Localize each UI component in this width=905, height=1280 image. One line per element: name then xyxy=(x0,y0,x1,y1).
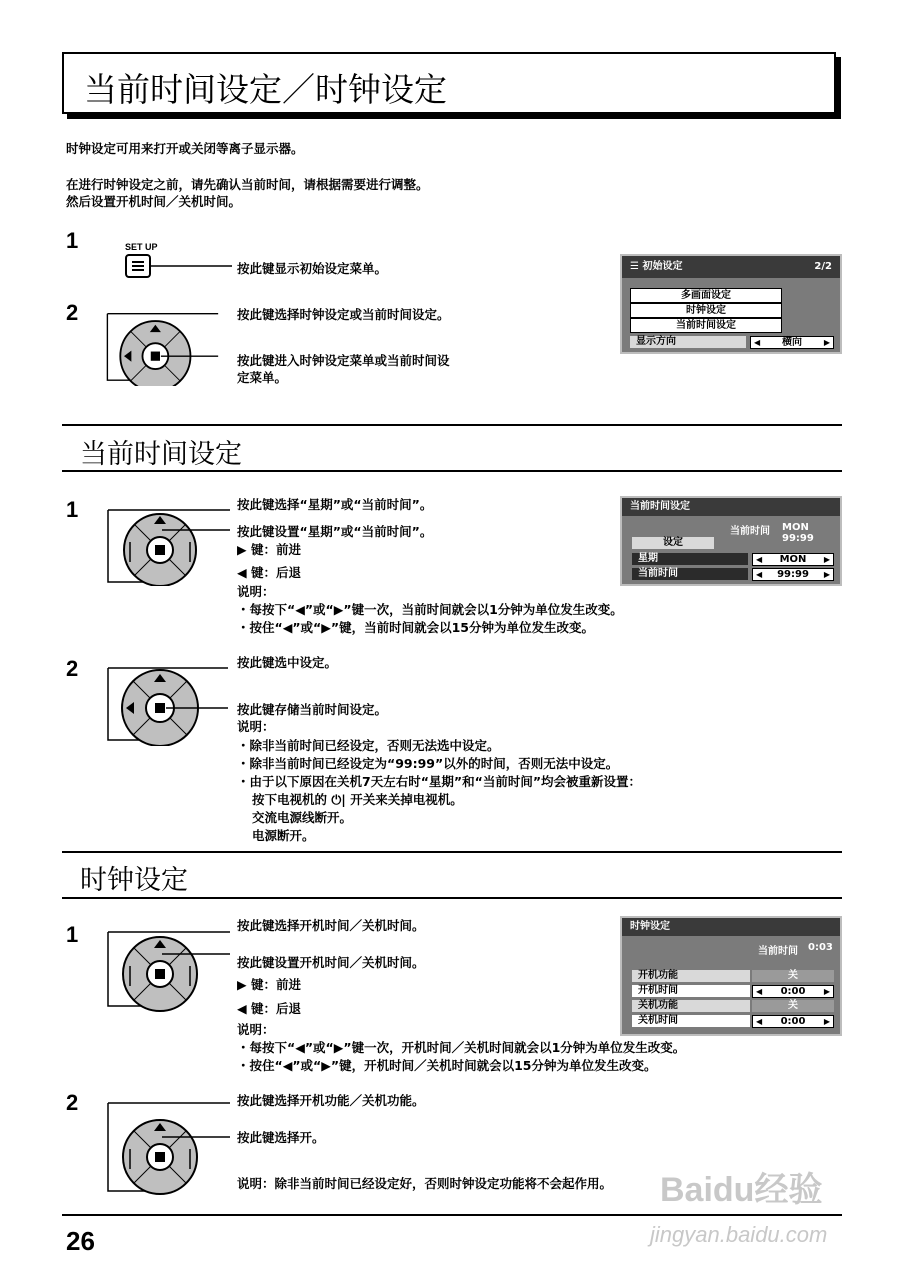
note-label: 说明： xyxy=(237,1022,275,1037)
setup-button-icon xyxy=(120,252,240,282)
page-number: 26 xyxy=(66,1226,95,1256)
note-bullet: ・除非当前时间已经设定，否则无法选中设定。 xyxy=(237,738,500,753)
baidu-watermark-logo: Baidu经验 xyxy=(660,1171,823,1209)
note-label: 说明： xyxy=(237,584,275,599)
power-symbol-icon: ⏻| xyxy=(331,792,346,807)
osd-row-label: 显示方向 xyxy=(630,336,746,348)
osd-orientation-selector[interactable]: ◀ 横向 ▶ xyxy=(750,336,834,349)
osd-clock-settings-menu xyxy=(620,916,842,1036)
section-divider xyxy=(62,851,842,853)
step-text: 按此键选择“星期”或“当前时间”。 xyxy=(237,497,433,512)
intro-line-2: 在进行时钟设定之前，请先确认当前时间，请根据需要进行调整。 xyxy=(66,177,429,192)
page-title-box xyxy=(62,52,836,114)
osd-row-label: 开机时间 xyxy=(632,985,750,997)
osd-current-time-label: 当前时间 xyxy=(758,946,798,957)
dpad-updown-leftright-icon xyxy=(100,924,232,1012)
footer-divider xyxy=(62,1214,842,1216)
osd-time-selector[interactable]: ◀ 99:99 ▶ xyxy=(752,568,834,581)
page-title: 当前时间设定／时钟设定 xyxy=(84,70,447,109)
step-number: 1 xyxy=(66,228,79,253)
step-text: 按此键选择开机时间／关机时间。 xyxy=(237,918,425,933)
osd-power-on-time-selector[interactable]: ◀ 0:00 ▶ xyxy=(752,985,834,998)
step-number: 2 xyxy=(66,300,79,325)
osd-item-current-time[interactable]: 当前时间设定 xyxy=(630,318,782,333)
step-text: 按此键选择开机功能／关机功能。 xyxy=(237,1093,425,1108)
osd-row-label: 星期 xyxy=(632,553,748,565)
step-number: 2 xyxy=(66,1090,79,1115)
osd-item-clock[interactable]: 时钟设定 xyxy=(630,303,782,318)
osd-initial-setup-menu xyxy=(620,254,842,354)
section-divider xyxy=(62,897,842,899)
osd-title: 当前时间设定 xyxy=(622,498,840,516)
step-text: 按此键显示初始设定菜单。 xyxy=(237,261,388,276)
step-text: 定菜单。 xyxy=(237,370,288,385)
osd-page: 2/2 xyxy=(814,261,832,272)
note-text: 说明：除非当前时间已经设定好，否则时钟设定功能将不会起作用。 xyxy=(237,1176,613,1191)
section-divider xyxy=(62,470,842,472)
dpad-enter-icon xyxy=(100,306,220,386)
osd-title: 初始设定 xyxy=(642,261,683,272)
step-number: 1 xyxy=(66,497,79,522)
osd-current-time-value: MON 99:99 xyxy=(782,522,814,544)
dpad-updown-leftright-icon xyxy=(100,502,232,586)
step-text: 按此键选中设定。 xyxy=(237,655,338,670)
osd-current-time-label: 当前时间 xyxy=(730,526,770,537)
osd-row-label: 关机时间 xyxy=(632,1015,750,1027)
note-sub-item: 交流电源线断开。 xyxy=(252,810,353,825)
osd-current-time-value: 0:03 xyxy=(808,942,833,953)
note-bullet: ・按住“◀”或“▶”键，开机时间／关机时间就会以15分钟为单位发生改变。 xyxy=(237,1058,657,1073)
osd-row-label: 开机功能 xyxy=(632,970,750,982)
note-bullet: ・由于以下原因在关机7天左右时“星期”和“当前时间”均会被重新设置： xyxy=(237,774,642,789)
step-text: 按此键进入时钟设定菜单或当前时间设 xyxy=(237,353,450,368)
osd-item-multiscreen[interactable]: 多画面设定 xyxy=(630,288,782,303)
osd-current-time-menu xyxy=(620,496,842,586)
section-heading: 时钟设定 xyxy=(80,865,188,896)
osd-power-off-time-selector[interactable]: ◀ 0:00 ▶ xyxy=(752,1015,834,1028)
step-text: 按此键设置开机时间／关机时间。 xyxy=(237,955,425,970)
step-text: 按此键设置“星期”或“当前时间”。 xyxy=(237,524,433,539)
note-bullet: ・按住“◀”或“▶”键，当前时间就会以15分钟为单位发生改变。 xyxy=(237,620,594,635)
intro-line-1: 时钟设定可用来打开或关闭等离子显示器。 xyxy=(66,141,304,156)
setup-key-label: SET UP xyxy=(125,242,158,252)
step-text: 按此键存储当前时间设定。 xyxy=(237,702,388,717)
back-key-text: ◀ 键：后退 xyxy=(237,1001,301,1016)
step-number: 1 xyxy=(66,922,79,947)
section-heading: 当前时间设定 xyxy=(80,439,242,470)
intro-line-3: 然后设置开机时间／关机时间。 xyxy=(66,194,242,209)
note-bullet: ・每按下“◀”或“▶”键一次，开机时间／关机时间就会以1分钟为单位发生改变。 xyxy=(237,1040,686,1055)
forward-key-text: ▶ 键：前进 xyxy=(237,977,301,992)
step-number: 2 xyxy=(66,656,79,681)
note-bullet: ・除非当前时间已经设定为“99:99”以外的时间，否则无法中设定。 xyxy=(237,756,619,771)
back-key-text: ◀ 键：后退 xyxy=(237,565,301,580)
osd-set-button[interactable]: 设定 xyxy=(632,537,714,549)
osd-header xyxy=(622,256,840,278)
osd-row-label: 关机功能 xyxy=(632,1000,750,1012)
note-sub-item: 电源断开。 xyxy=(252,828,315,843)
note-bullet: ・每按下“◀”或“▶”键一次，当前时间就会以1分钟为单位发生改变。 xyxy=(237,602,623,617)
step-text: 按此键选择开。 xyxy=(237,1130,325,1145)
dpad-updown-leftright-icon xyxy=(100,1095,232,1205)
forward-key-text: ▶ 键：前进 xyxy=(237,542,301,557)
dpad-enter-icon xyxy=(100,660,230,746)
note-sub-item: 按下电视机的 ⏻| 开关来关掉电视机。 xyxy=(252,792,463,807)
note-label: 说明： xyxy=(237,719,275,734)
step-text: 按此键选择时钟设定或当前时间设定。 xyxy=(237,307,450,322)
section-divider xyxy=(62,424,842,426)
osd-title: 时钟设定 xyxy=(622,918,840,936)
watermark-url: jingyan.baidu.com xyxy=(650,1222,828,1247)
osd-row-label: 当前时间 xyxy=(632,568,748,580)
osd-day-selector[interactable]: ◀ MON ▶ xyxy=(752,553,834,566)
osd-power-on-function-value[interactable]: 关 xyxy=(752,970,834,982)
osd-power-off-function-value[interactable]: 关 xyxy=(752,1000,834,1012)
menu-icon: ☰ xyxy=(630,261,639,272)
